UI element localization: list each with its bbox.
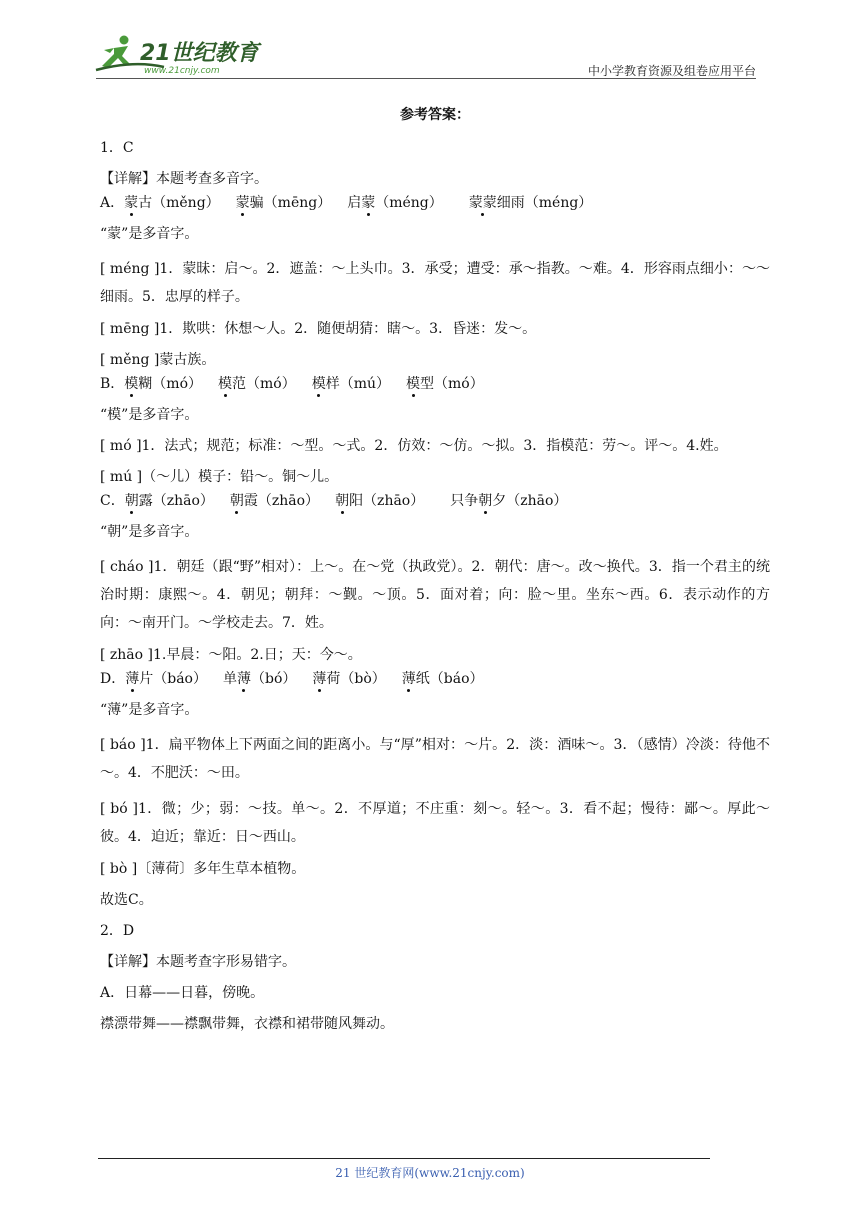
word-rest: 片（báo） xyxy=(139,671,207,687)
emphasized-char: 模 xyxy=(124,376,139,392)
word-rest: （méng） xyxy=(375,195,443,211)
platform-name: 中小学教育资源及组卷应用平台 xyxy=(587,64,756,78)
q2-detail: 【详解】本题考查字形易错字。 xyxy=(100,954,296,970)
answer-content xyxy=(100,98,770,1045)
meng-definition-1: [ mēng ]1．欺哄：休想～人。2．随便胡猜：瞎～。3．昏迷：发～。 xyxy=(100,321,537,337)
word-rest: 夕（zhāo） xyxy=(492,493,568,509)
bao-definition: [ báo ]1．扁平物体上下两面之间的距离小。与“厚”相对：～片。2．淡：酒味～。3．（感情）冷淡：待他不～。4．不肥沃：～田。 xyxy=(100,737,770,781)
emphasized-char: 朝 xyxy=(478,493,493,509)
q2-item-a: A．日幕——日暮，傍晚。 xyxy=(100,985,265,1001)
zhao-definition: [ zhāo ]1.早晨：～阳。2.日；天：今～。 xyxy=(100,647,362,663)
word-part: 启 xyxy=(347,195,362,211)
word-rest: 骗（mēng） xyxy=(249,195,332,211)
bao-intro: “薄”是多音字。 xyxy=(100,702,199,718)
emphasized-char: 薄 xyxy=(312,671,327,687)
bo-mint-definition: [ bò ]〔薄荷〕多年生草本植物。 xyxy=(100,861,306,877)
mo-intro: “模”是多音字。 xyxy=(100,407,199,423)
option-label: C． xyxy=(100,493,125,509)
word-rest: 纸（báo） xyxy=(415,671,484,687)
emphasized-char: 薄 xyxy=(401,671,416,687)
q1-option-b xyxy=(100,374,770,394)
footer-link[interactable]: 21 世纪教育网(www.21cnjy.com) xyxy=(335,1166,525,1180)
page-header xyxy=(0,0,860,80)
logo-url: www.21cnjy.com xyxy=(144,66,220,76)
mo-definition: [ mó ]1．法式；规范；标准：～型。～式。2．仿效：～仿。～拟。3．指模范：劳～。评～。4.姓。 xyxy=(100,438,728,454)
emphasized-char: 模 xyxy=(311,376,326,392)
emphasized-char: 蒙蒙 xyxy=(468,195,497,211)
q2-answer: 2．D xyxy=(100,923,135,939)
word-rest: 阳（zhāo） xyxy=(349,493,425,509)
mu-definition: [ mú ]（～儿）模子：铅～。铜～儿。 xyxy=(100,469,339,485)
meng-intro: “蒙”是多音字。 xyxy=(100,226,199,242)
word-rest: 糊（mó） xyxy=(138,376,203,392)
footer-divider xyxy=(98,1158,710,1159)
q2-item-b: 襟漂带舞——襟飘带舞，衣襟和裙带随风舞动。 xyxy=(100,1016,394,1032)
q1-conclusion: 故选C。 xyxy=(100,892,153,908)
emphasized-char: 薄 xyxy=(236,671,251,687)
option-label: D． xyxy=(100,671,126,687)
word-rest: 范（mó） xyxy=(232,376,296,392)
page-title: 参考答案： xyxy=(400,107,470,123)
bo-definition: [ bó ]1．微；少；弱：～技。单～。2．不厚道；不庄重：刻～。轻～。3．看不起；慢待：鄙～。厚此～彼。4．迫近；靠近：日～西山。 xyxy=(100,801,770,845)
word-rest: （bó） xyxy=(250,671,297,687)
word-rest: 荷（bò） xyxy=(326,671,386,687)
header-divider xyxy=(96,78,756,79)
option-label: A． xyxy=(100,195,125,211)
logo xyxy=(94,34,264,76)
emphasized-char: 朝 xyxy=(229,493,244,509)
word-part: 只争 xyxy=(450,493,479,509)
word-rest: 型（mó） xyxy=(420,376,484,392)
meng-definition-3: [ měng ]蒙古族。 xyxy=(100,352,216,368)
emphasized-char: 朝 xyxy=(335,493,350,509)
option-label: B． xyxy=(100,376,125,392)
word-rest: 霞（zhāo） xyxy=(243,493,320,509)
emphasized-char: 朝 xyxy=(124,493,139,509)
q1-answer: 1．C xyxy=(100,140,134,156)
word-part: 单 xyxy=(222,671,237,687)
word-rest: 细雨（méng） xyxy=(496,195,593,211)
word-rest: 露（zhāo） xyxy=(138,493,214,509)
q1-option-d xyxy=(100,669,770,689)
emphasized-char: 蒙 xyxy=(361,195,376,211)
emphasized-char: 蒙 xyxy=(124,195,139,211)
emphasized-char: 薄 xyxy=(125,671,140,687)
q1-option-a xyxy=(100,193,770,213)
emphasized-char: 模 xyxy=(218,376,233,392)
word-rest: 样（mú） xyxy=(325,376,391,392)
logo-text: 21世纪教育 xyxy=(140,41,259,66)
chao-intro: “朝”是多音字。 xyxy=(100,524,199,540)
word-rest: 古（měng） xyxy=(138,195,220,211)
q1-detail: 【详解】本题考查多音字。 xyxy=(100,171,268,187)
emphasized-char: 蒙 xyxy=(235,195,250,211)
emphasized-char: 模 xyxy=(406,376,421,392)
q1-option-c xyxy=(100,491,770,511)
meng-definition-2: [ méng ]1．蒙昧：启～。2．遮盖：～上头巾。3．承受；遭受：承～指教。～难。4．形容雨点细小：～～细雨。5．忠厚的样子。 xyxy=(100,261,770,305)
chao-definition: [ cháo ]1．朝廷（跟“野”相对）：上～。在～党（执政党）。2．朝代：唐～。改～换代。3．指一个君主的统治时期：康熙～。4．朝见；朝拜：～觐。～顶。5．面对着；向：脸～里。坐东～西。6．表示动作的方向：～南开门。～学校走去。7．姓。 xyxy=(100,559,770,631)
